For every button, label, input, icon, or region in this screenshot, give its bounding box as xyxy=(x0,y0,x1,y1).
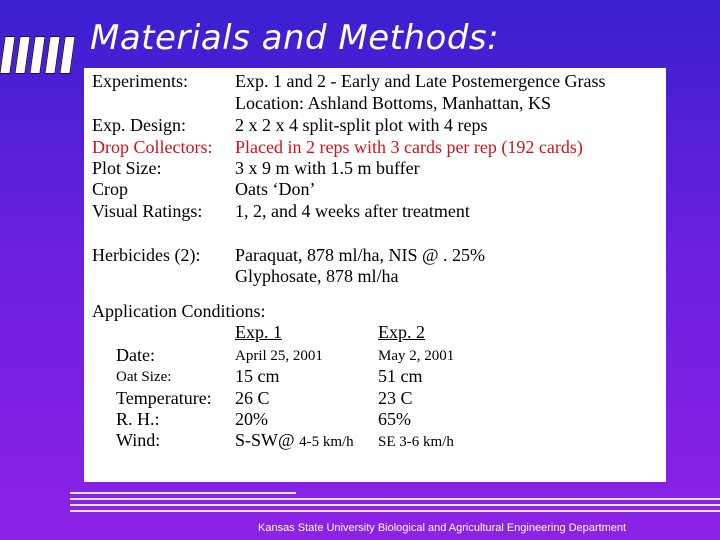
slide-title: Materials and Methods: xyxy=(90,18,500,58)
oat-size-exp1: 15 cm xyxy=(235,366,280,386)
visual-ratings-label: Visual Ratings: xyxy=(92,201,203,221)
date-exp1: April 25, 2001 xyxy=(235,348,323,364)
content-panel xyxy=(84,68,666,482)
experiments-line1: Exp. 1 and 2 - Early and Late Postemergence Grass xyxy=(235,71,606,91)
exp1-header: Exp. 1 xyxy=(235,322,282,342)
date-exp2: May 2, 2001 xyxy=(378,348,455,364)
wind-exp1-direction: S-SW@ xyxy=(235,430,295,450)
herbicide-glyphosate: Glyphosate, 878 ml/ha xyxy=(235,266,399,286)
rh-exp2: 65% xyxy=(378,409,411,429)
experiments-label: Experiments: xyxy=(92,71,188,91)
collectors-value: Placed in 2 reps with 3 cards per rep (192 cards) xyxy=(235,137,583,157)
footer-text: Kansas State University Biological and Agricultural Engineering Department xyxy=(258,522,627,534)
temperature-exp2: 23 C xyxy=(378,388,413,408)
conditions-heading: Application Conditions: xyxy=(92,301,266,321)
collectors-label: Drop Collectors: xyxy=(92,137,213,157)
plot-size-label: Plot Size: xyxy=(92,158,162,178)
design-value: 2 x 2 x 4 split-split plot with 4 reps xyxy=(235,115,488,135)
design-label: Exp. Design: xyxy=(92,115,186,135)
exp2-header: Exp. 2 xyxy=(378,322,425,342)
wind-exp1-speed: 4-5 km/h xyxy=(299,434,354,450)
crop-value: Oats ‘Don’ xyxy=(235,179,316,199)
decorative-bars xyxy=(0,36,80,74)
wind-exp2: SE 3-6 km/h xyxy=(378,434,454,450)
temperature-label: Temperature: xyxy=(116,388,212,408)
rh-label: R. H.: xyxy=(116,409,160,429)
visual-ratings-value: 1, 2, and 4 weeks after treatment xyxy=(235,201,470,221)
oat-size-label: Oat Size: xyxy=(116,369,172,385)
wind-exp1 xyxy=(235,430,354,453)
herbicide-paraquat: Paraquat, 878 ml/ha, NIS @ . 25% xyxy=(235,245,486,265)
plot-size-value: 3 x 9 m with 1.5 m buffer xyxy=(235,158,420,178)
decorative-lines xyxy=(70,492,720,516)
wind-label: Wind: xyxy=(116,430,161,450)
oat-size-exp2: 51 cm xyxy=(378,366,423,386)
date-label: Date: xyxy=(116,345,155,365)
temperature-exp1: 26 C xyxy=(235,388,270,408)
location-line: Location: Ashland Bottoms, Manhattan, KS xyxy=(235,93,551,113)
herbicides-label: Herbicides (2): xyxy=(92,245,201,265)
rh-exp1: 20% xyxy=(235,409,268,429)
crop-label: Crop xyxy=(92,179,128,199)
